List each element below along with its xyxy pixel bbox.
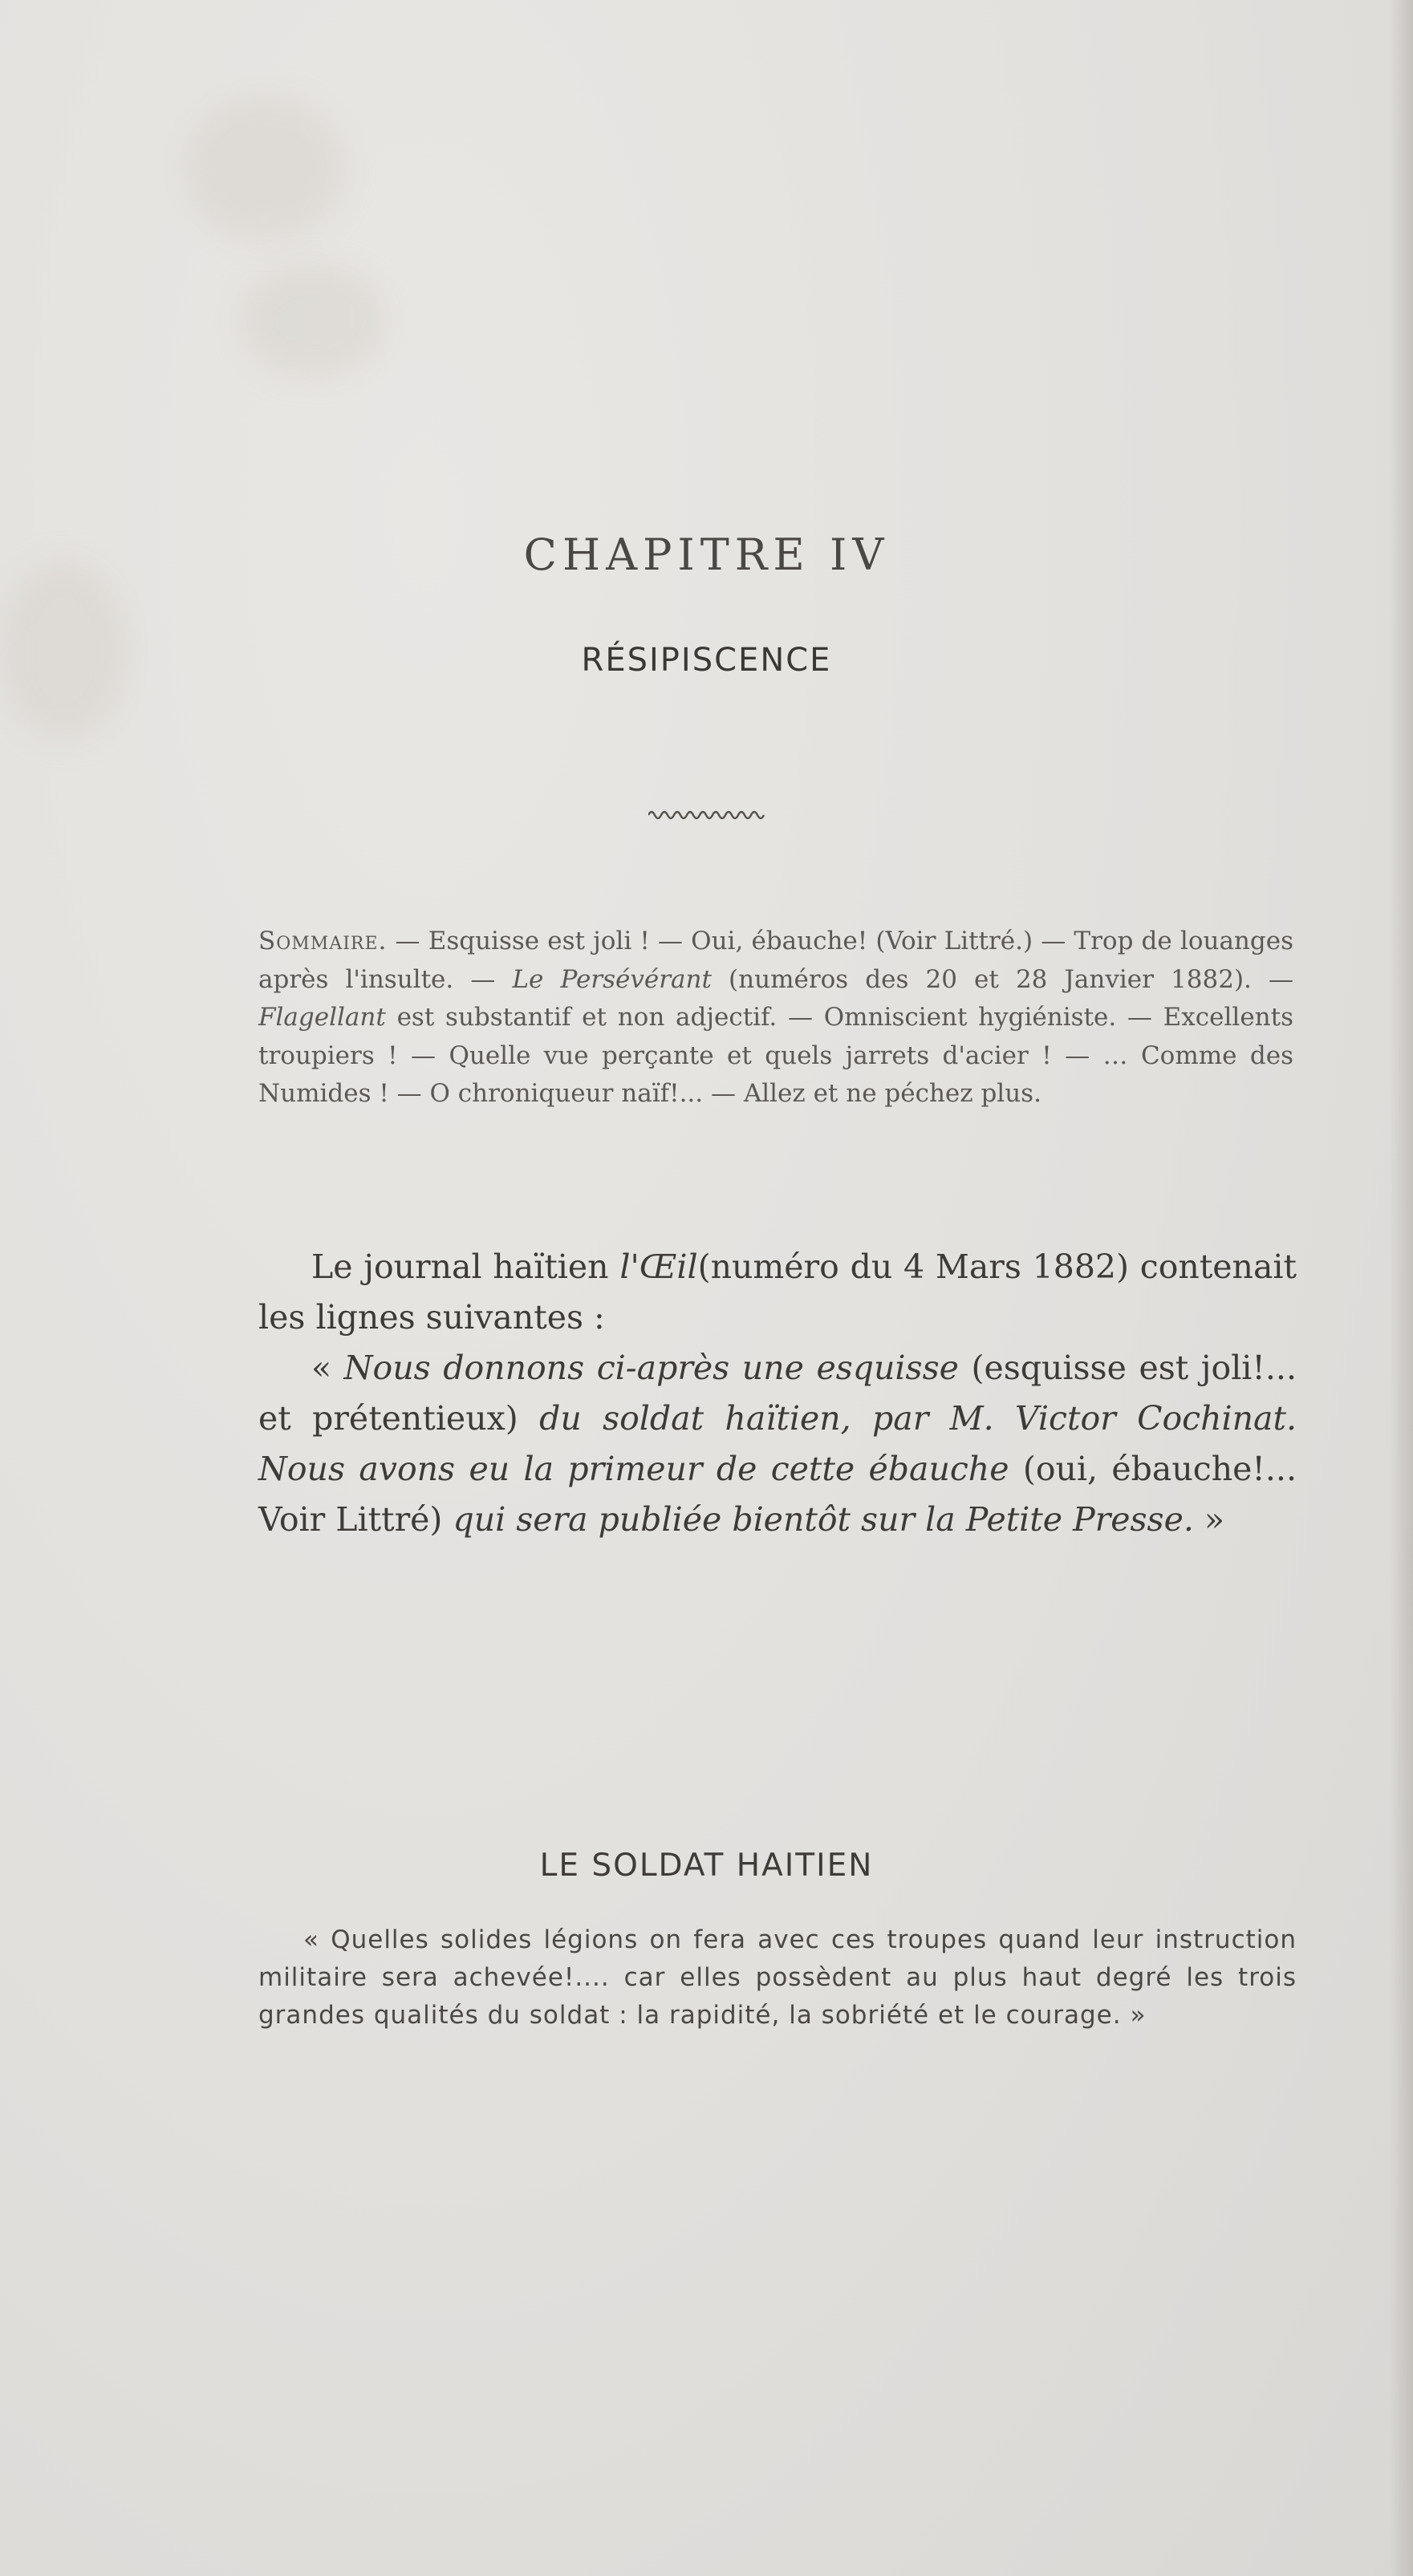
paragraph-text: (esquisse est joli!... et prétentieux) (258, 1349, 1297, 1438)
main-text (258, 1242, 1297, 1545)
paragraph-text: (numéro du 4 Mars 1882) contenait les lignes suivantes : (258, 1247, 1297, 1337)
paper-stain (185, 96, 345, 241)
chapter-heading: CHAPITRE IV (523, 529, 890, 580)
summary-text: est substantif et non adjectif. — Omniscient hygiéniste. — Excellents troupiers ! — Quelle vue perçante et quels jarrets d'acier ! — … Comme des Numides ! — O chroniqueur naïf!... — Allez et ne péchez plus. (258, 1003, 1293, 1108)
page-edge-shadow (1389, 0, 1413, 2576)
section-title: LE SOLDAT HAITIEN (539, 1848, 874, 1884)
paragraph-text: Le journal haïtien (311, 1247, 620, 1286)
block-quote (258, 1921, 1297, 2034)
quoted-italic-text: du soldat haïtien, par M. Victor Cochinat. Nous avons eu la primeur de cette ébauche (258, 1399, 1297, 1488)
quote-mark: « (311, 1349, 344, 1387)
quoted-italic-text: Nous donnons ci-après une esquisse (343, 1349, 959, 1387)
journal-name: l'Œil (619, 1247, 698, 1286)
paragraph-text: (oui, ébauche!... Voir Littré) (258, 1450, 1297, 1539)
paragraph (258, 1242, 1297, 1343)
summary-title-italic: Le Persévérant (512, 964, 712, 994)
paragraph (258, 1343, 1297, 1545)
chapter-title: RÉSIPISCENCE (581, 642, 832, 679)
summary-text: — Esquisse est joli ! — Oui, ébauche! (Voir Littré.) — Trop de louanges après l'insulte. — (258, 927, 1293, 994)
summary-word-italic: Flagellant (258, 1003, 386, 1032)
quoted-italic-text: qui sera publiée bientôt sur la Petite Presse. (453, 1500, 1194, 1539)
paper-stain (241, 265, 385, 377)
summary-text: (numéros des 20 et 28 Janvier 1882). — (711, 964, 1293, 994)
quote-mark: » (1193, 1500, 1225, 1539)
quote-text: « Quelles solides légions on fera avec ces troupes quand leur instruction militaire sera achevée!.... car elles possèdent au plus haut degré les trois grandes qualités du soldat : la rapidité, la sobriété et le courage. » (258, 1925, 1297, 2030)
chapter-summary (258, 923, 1293, 1114)
summary-label: Sommaire. (258, 927, 388, 955)
wavy-divider-ornament (648, 807, 767, 820)
